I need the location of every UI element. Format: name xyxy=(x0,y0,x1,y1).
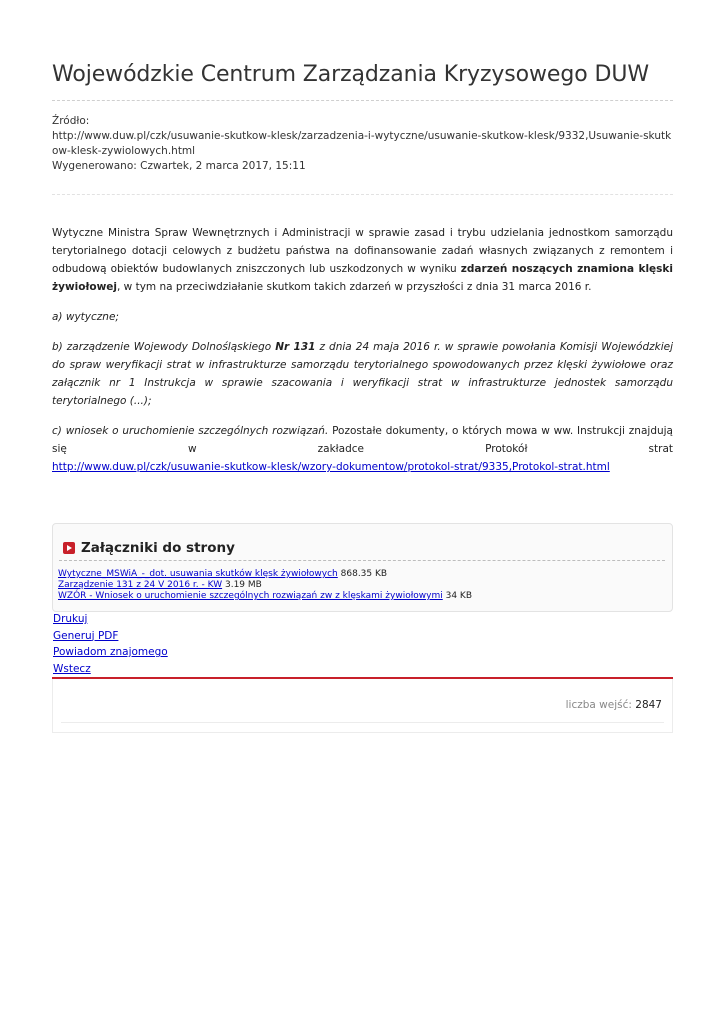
generated-date: Wygenerowano: Czwartek, 2 marca 2017, 15:11 xyxy=(52,160,306,172)
generate-pdf-link[interactable]: Generuj PDF xyxy=(53,629,119,642)
visits-count: 2847 xyxy=(635,699,662,711)
attachment-link[interactable]: WZÓR - Wniosek o uruchomienie szczególnych rozwiązań zw z klęskami żywiołowymi xyxy=(58,591,443,601)
file-size: 3.19 MB xyxy=(224,580,262,590)
article-content xyxy=(52,224,673,476)
attachments-heading-label: Załączniki do strony xyxy=(81,540,235,556)
paragraph-c xyxy=(52,422,673,476)
list-item xyxy=(58,591,472,602)
source-url: http://www.duw.pl/czk/usuwanie-skutkow-klesk/zarzadzenia-i-wytyczne/usuwanie-skutkow-klesk/9332,Usuwanie-skutkow-klesk-zywiolowych.html xyxy=(52,130,672,157)
text: c) wniosek o uruchomienie szczególnych rozwiązań. xyxy=(52,425,329,437)
visit-counter xyxy=(566,699,662,711)
file-size: 34 KB xyxy=(445,591,472,601)
visits-label: liczba wejść: xyxy=(565,699,632,711)
attachments-heading xyxy=(63,540,235,556)
bold-text: zdarzeń noszących znamiona klęski żywiołowej xyxy=(52,263,673,293)
divider xyxy=(59,560,665,561)
text: Pozostałe dokumenty, o których mowa w ww. Instrukcji znajdują się w zakładce Protokół strat xyxy=(52,425,673,455)
back-link[interactable]: Wstecz xyxy=(53,662,91,675)
source-label: Źródło: xyxy=(52,115,90,127)
text: z dnia 24 maja 2016 r. w sprawie powołania Komisji Wojewódzkiej do spraw weryfikacji strat w infrastrukturze samorządu terytorialnego spowodowanych przez klęski żywiołowe oraz załącznik nr 1 Instrukcja w sprawie szacowania i weryfikacji strat w infrastrukturze jednostek samorządu terytorialnego (...); xyxy=(52,341,673,407)
divider xyxy=(52,100,673,101)
paragraph-guidelines xyxy=(52,224,673,296)
text: , w tym na przeciwdziałanie skutkom takich zdarzeń w przyszłości z dnia 31 marca 2016 r. xyxy=(117,281,592,293)
attachment-link[interactable]: Wytyczne_MSWiA_-_dot. usuwania skutków klęsk żywiołowych xyxy=(58,569,338,579)
notify-friend-link[interactable]: Powiadom znajomego xyxy=(53,646,168,658)
attachments-box xyxy=(52,523,673,612)
paragraph-b xyxy=(52,338,673,410)
page-title: Wojewódzkie Centrum Zarządzania Kryzysowego DUW xyxy=(52,62,649,87)
text: Wytyczne Ministra Spraw Wewnętrznych i Administracji w sprawie zasad i trybu udzielania jednostkom samorządu terytorialnego dotacji celowych z budżetu państwa na dofinansowanie zadań własnych związanych z remontem i odbudową obiektów budowlanych zniszczonych lub uszkodzonych w wyniku xyxy=(52,227,673,275)
divider xyxy=(52,194,673,195)
print-link[interactable]: Drukuj xyxy=(53,613,88,625)
footer xyxy=(52,679,673,733)
attachment-link[interactable]: Zarządzenie 131 z 24 V 2016 r. - KW xyxy=(58,580,223,590)
file-size: 868.35 KB xyxy=(340,569,388,579)
protocol-link[interactable]: http://www.duw.pl/czk/usuwanie-skutkow-klesk/wzory-dokumentow/protokol-strat/9335,Protokol-strat.html xyxy=(52,461,610,473)
paragraph-a xyxy=(52,308,673,326)
attachments-list xyxy=(58,569,472,602)
text: b) zarządzenie Wojewody Dolnośląskiego xyxy=(52,341,276,353)
page-actions xyxy=(53,611,168,677)
text: a) wytyczne; xyxy=(52,311,119,323)
list-item xyxy=(58,569,472,580)
pdf-icon xyxy=(63,542,75,554)
list-item xyxy=(58,580,472,591)
bold-text: Nr 131 xyxy=(275,341,316,353)
source-info xyxy=(52,114,673,174)
divider xyxy=(61,722,664,723)
